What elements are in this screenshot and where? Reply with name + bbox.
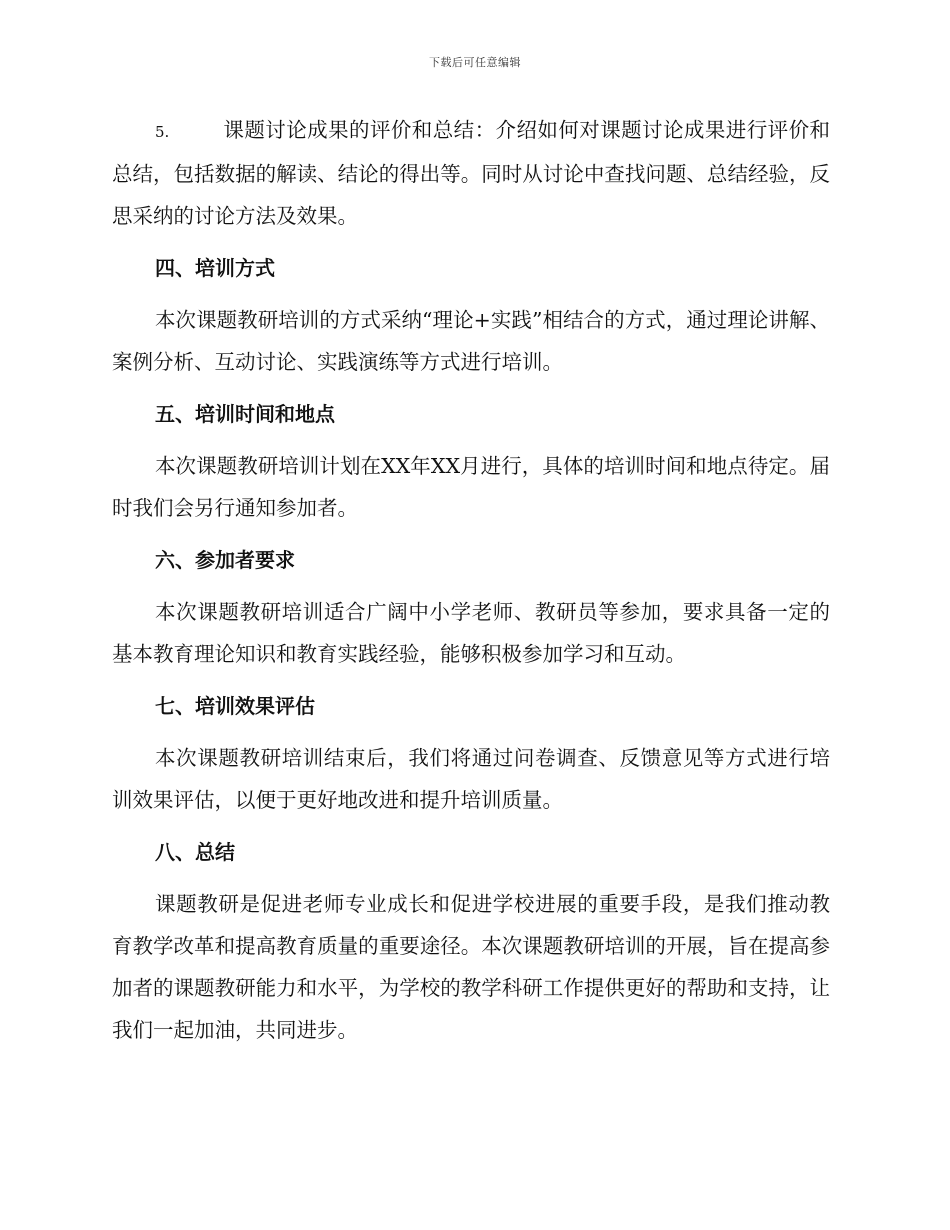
list-item-number: 5. bbox=[155, 123, 170, 141]
page-header-note: 下载后可任意编辑 bbox=[429, 56, 521, 69]
list-item-text: 课题讨论成果的评价和总结：介绍如何对课题讨论成果进行评价和总结，包括数据的解读、结论的得出等。同时从讨论中查找问题、总结经验，反思采纳的讨论方法及效果。 bbox=[112, 118, 830, 228]
list-item-5 bbox=[112, 109, 830, 237]
paragraph-summary: 课题教研是促进老师专业成长和促进学校进展的重要手段，是我们推动教育教学改革和提高教育质量的重要途径。本次课题教研培训的开展，旨在提高参加者的课题教研能力和水平，为学校的教学科研工作提供更好的帮助和支持，让我们一起加油，共同进步。 bbox=[112, 892, 830, 1042]
section-heading-summary: 八、总结 bbox=[155, 840, 235, 864]
paragraph-training-method: 本次课题教研培训的方式采纳“理论+实践”相结合的方式，通过理论讲解、案例分析、互动讨论、实践演练等方式进行培训。 bbox=[112, 308, 830, 374]
section-heading-training-method: 四、培训方式 bbox=[155, 256, 275, 280]
paragraph-effect-evaluation: 本次课题教研培训结束后，我们将通过问卷调查、反馈意见等方式进行培训效果评估，以便于更好地改进和提升培训质量。 bbox=[112, 746, 830, 812]
section-heading-participant-requirements: 六、参加者要求 bbox=[155, 548, 295, 572]
paragraph-time-location: 本次课题教研培训计划在XX年XX月进行，具体的培训时间和地点待定。届时我们会另行通知参加者。 bbox=[112, 454, 830, 520]
section-heading-effect-evaluation: 七、培训效果评估 bbox=[155, 694, 315, 718]
section-heading-time-location: 五、培训时间和地点 bbox=[155, 402, 335, 426]
document-body bbox=[112, 109, 830, 1061]
paragraph-participant-requirements: 本次课题教研培训适合广阔中小学老师、教研员等参加，要求具备一定的基本教育理论知识和教育实践经验，能够积极参加学习和互动。 bbox=[112, 600, 830, 666]
